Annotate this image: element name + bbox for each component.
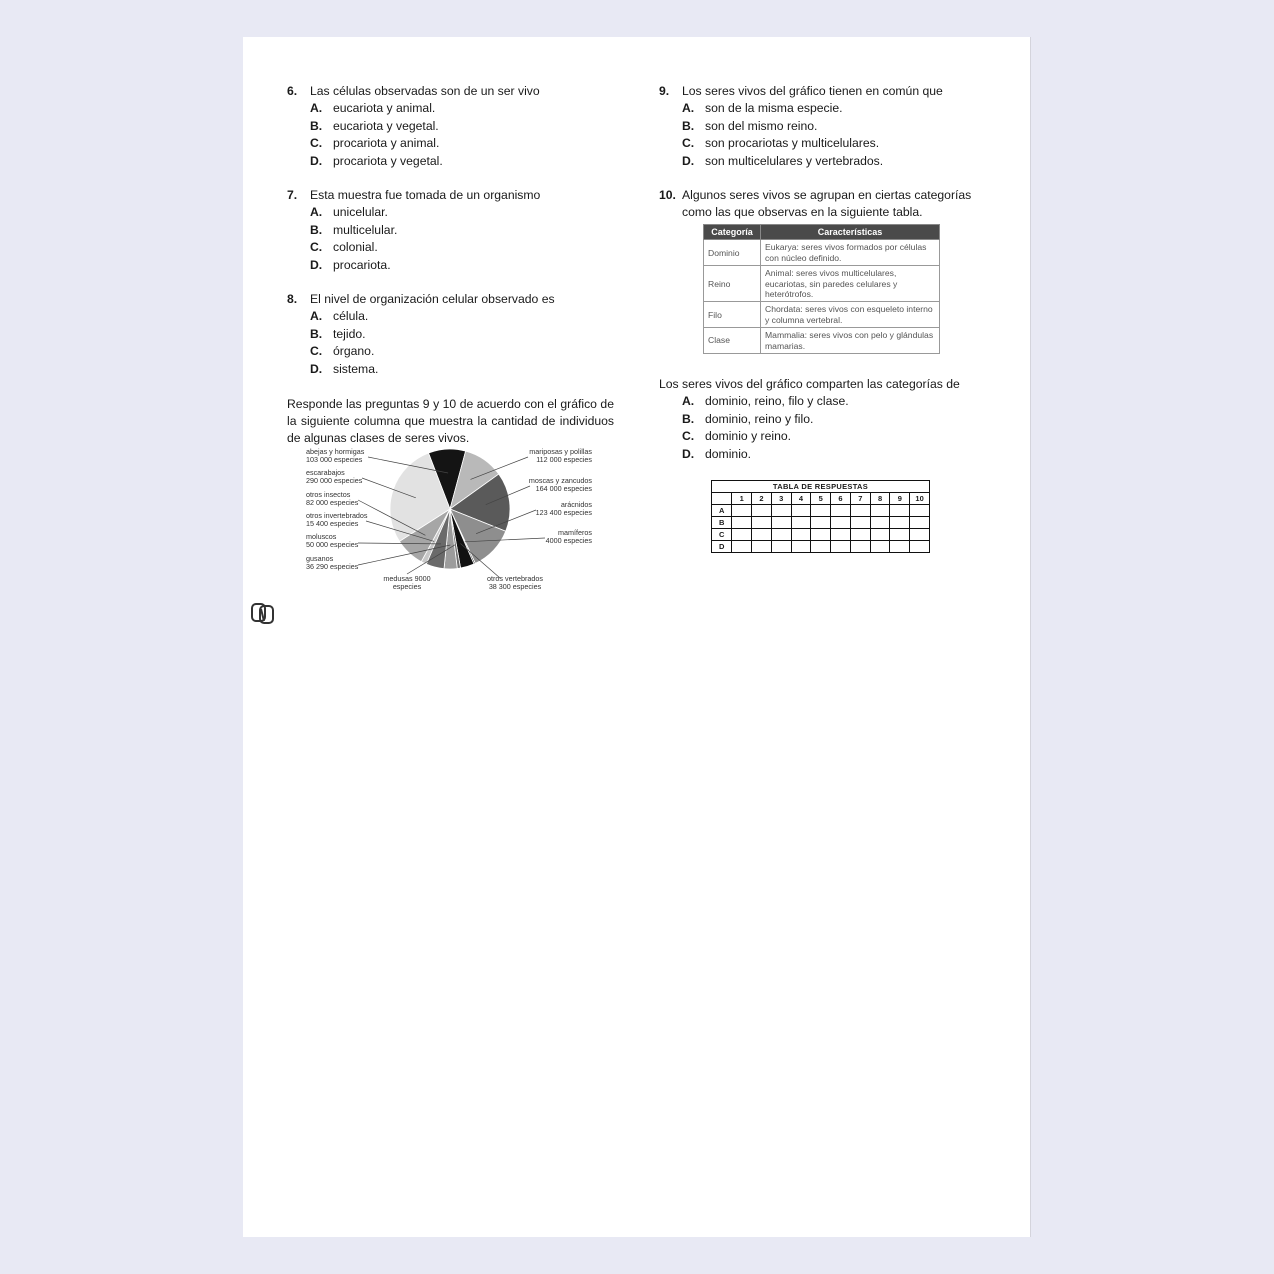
option-d[interactable]: D. sistema. bbox=[310, 361, 379, 376]
pie-slice-label: mariposas y polillas 112 000 especies bbox=[529, 447, 592, 465]
answer-cell[interactable] bbox=[732, 529, 752, 541]
question-column-header: 8 bbox=[870, 493, 890, 505]
option-b[interactable]: B. son del mismo reino. bbox=[682, 118, 818, 133]
answer-cell[interactable] bbox=[811, 517, 831, 529]
option-d[interactable]: D. son multicelulares y vertebrados. bbox=[682, 153, 884, 168]
header-category: Categoría bbox=[704, 225, 761, 240]
option-b[interactable]: B. tejido. bbox=[310, 326, 366, 341]
pie-slice-label: moscas y zancudos 164 000 especies bbox=[528, 476, 592, 494]
answer-cell[interactable] bbox=[732, 505, 752, 517]
question-follow-up: Los seres vivos del gráfico comparten las categorías de bbox=[659, 377, 960, 391]
option-b[interactable]: B. eucariota y vegetal. bbox=[310, 118, 439, 133]
option-d[interactable]: D. procariota. bbox=[310, 257, 391, 272]
option-a[interactable]: A. unicelular. bbox=[310, 205, 388, 220]
answer-cell[interactable] bbox=[831, 517, 851, 529]
answer-cell[interactable] bbox=[910, 529, 930, 541]
answer-cell[interactable] bbox=[831, 505, 851, 517]
answer-cell[interactable] bbox=[791, 541, 811, 553]
question-stem: Los seres vivos del gráfico tienen en común que bbox=[682, 84, 943, 98]
pie-slice-label: moluscos 50 000 especies bbox=[306, 532, 359, 550]
pie-slice-label: gusanos 36 290 especies bbox=[306, 554, 359, 572]
answer-cell[interactable] bbox=[732, 517, 752, 529]
answer-table bbox=[711, 480, 930, 553]
header-characteristics: Características bbox=[761, 225, 940, 240]
answer-cell[interactable] bbox=[752, 529, 772, 541]
option-d[interactable]: D. dominio. bbox=[682, 446, 752, 461]
option-a[interactable]: A. son de la misma especie. bbox=[682, 101, 843, 116]
answer-cell[interactable] bbox=[870, 517, 890, 529]
pie-slice-label: escarabajos 290 000 especies bbox=[306, 468, 363, 486]
answer-cell[interactable] bbox=[771, 529, 791, 541]
answer-row bbox=[712, 517, 930, 529]
table-row: Dominio Eukarya: seres vivos formados por células con núcleo definido. bbox=[704, 240, 940, 266]
instruction-paragraph: Responde las preguntas 9 y 10 de acuerdo con el gráfico de la siguiente columna que muestra la cantidad de individuos de algunas clases de seres vivos. bbox=[287, 397, 614, 445]
question-9 bbox=[659, 83, 943, 170]
answer-cell[interactable] bbox=[890, 505, 910, 517]
option-c[interactable]: C. órgano. bbox=[310, 344, 375, 359]
answer-cell[interactable] bbox=[870, 505, 890, 517]
answer-table-title: TABLA DE RESPUESTAS bbox=[712, 481, 930, 493]
answer-cell[interactable] bbox=[811, 529, 831, 541]
answer-row bbox=[712, 541, 930, 553]
answer-cell[interactable] bbox=[850, 541, 870, 553]
option-b[interactable]: B. multicelular. bbox=[310, 222, 398, 237]
answer-cell[interactable] bbox=[890, 529, 910, 541]
question-column-header: 3 bbox=[771, 493, 791, 505]
pie-slice-label: arácnidos 123 400 especies bbox=[535, 500, 592, 518]
question-10 bbox=[659, 187, 971, 222]
table-row: Clase Mammalia: seres vivos con pelo y glándulas mamarias. bbox=[704, 328, 940, 354]
question-6 bbox=[287, 83, 540, 170]
table-row: Reino Animal: seres vivos multicelulares, eucariotas, sin paredes celulares y heterótrofos. bbox=[704, 266, 940, 302]
answer-cell[interactable] bbox=[791, 517, 811, 529]
answer-row bbox=[712, 529, 930, 541]
answer-row-label: B bbox=[712, 517, 732, 529]
question-stem: Algunos seres vivos se agrupan en ciertas categorías bbox=[682, 188, 972, 202]
question-stem: Las células observadas son de un ser vivo bbox=[310, 84, 540, 98]
question-column-header: 7 bbox=[850, 493, 870, 505]
answer-cell[interactable] bbox=[752, 505, 772, 517]
pie-slice-label: otros insectos 82 000 especies bbox=[306, 490, 359, 508]
answer-row bbox=[712, 505, 930, 517]
answer-cell[interactable] bbox=[811, 541, 831, 553]
question-number: 10. bbox=[659, 188, 676, 202]
answer-cell[interactable] bbox=[910, 505, 930, 517]
answer-cell[interactable] bbox=[771, 541, 791, 553]
pie-slice-label: mamíferos 4000 especies bbox=[545, 528, 592, 546]
option-a[interactable]: A. dominio, reino, filo y clase. bbox=[682, 394, 849, 409]
question-column-header: 5 bbox=[811, 493, 831, 505]
question-number: 6. bbox=[287, 84, 298, 98]
answer-cell[interactable] bbox=[831, 541, 851, 553]
question-column-header: 1 bbox=[732, 493, 752, 505]
option-b[interactable]: B. dominio, reino y filo. bbox=[682, 411, 814, 426]
option-c[interactable]: C. dominio y reino. bbox=[682, 429, 792, 444]
answer-cell[interactable] bbox=[771, 517, 791, 529]
answer-cell[interactable] bbox=[771, 505, 791, 517]
question-number: 7. bbox=[287, 188, 298, 202]
answer-cell[interactable] bbox=[850, 517, 870, 529]
answer-cell[interactable] bbox=[870, 541, 890, 553]
question-stem-continued: como las que observas en la siguiente tabla. bbox=[682, 205, 923, 220]
question-column-header: 4 bbox=[791, 493, 811, 505]
corner-cell bbox=[712, 493, 732, 505]
answer-cell[interactable] bbox=[752, 541, 772, 553]
answer-cell[interactable] bbox=[752, 517, 772, 529]
option-a[interactable]: A. eucariota y animal. bbox=[310, 101, 436, 116]
answer-row-label: D bbox=[712, 541, 732, 553]
answer-cell[interactable] bbox=[910, 541, 930, 553]
question-stem: El nivel de organización celular observado es bbox=[310, 292, 555, 306]
answer-cell[interactable] bbox=[811, 505, 831, 517]
option-c[interactable]: C. son procariotas y multicelulares. bbox=[682, 136, 880, 151]
pie-slice-label: otros vertebrados 38 300 especies bbox=[487, 574, 543, 592]
option-c[interactable]: C. procariota y animal. bbox=[310, 136, 440, 151]
question-column-header: 2 bbox=[752, 493, 772, 505]
answer-cell[interactable] bbox=[791, 505, 811, 517]
answer-cell[interactable] bbox=[890, 517, 910, 529]
pie-slice-label: otros invertebrados 15 400 especies bbox=[306, 511, 368, 529]
answer-row-label: A bbox=[712, 505, 732, 517]
answer-header-row bbox=[712, 493, 930, 505]
copilot-widget-icon[interactable] bbox=[250, 600, 276, 626]
answer-cell[interactable] bbox=[850, 529, 870, 541]
answer-cell[interactable] bbox=[870, 529, 890, 541]
option-a[interactable]: A. célula. bbox=[310, 309, 369, 324]
question-column-header: 9 bbox=[890, 493, 910, 505]
option-d[interactable]: D. procariota y vegetal. bbox=[310, 153, 443, 168]
question-column-header: 6 bbox=[831, 493, 851, 505]
pie-slice-label: medusas 9000 especies bbox=[383, 574, 431, 592]
category-table bbox=[703, 224, 940, 354]
answer-cell[interactable] bbox=[791, 529, 811, 541]
question-stem: Esta muestra fue tomada de un organismo bbox=[310, 188, 541, 202]
answer-cell[interactable] bbox=[850, 505, 870, 517]
question-column-header: 10 bbox=[910, 493, 930, 505]
answer-cell[interactable] bbox=[910, 517, 930, 529]
question-8 bbox=[287, 291, 555, 378]
question-10-options bbox=[659, 376, 960, 463]
answer-cell[interactable] bbox=[732, 541, 752, 553]
question-number: 9. bbox=[659, 84, 670, 98]
answer-cell[interactable] bbox=[890, 541, 910, 553]
option-c[interactable]: C. colonial. bbox=[310, 240, 378, 255]
answer-row-label: C bbox=[712, 529, 732, 541]
pie-slice-label: abejas y hormigas 103 000 especies bbox=[306, 447, 365, 465]
table-row: Filo Chordata: seres vivos con esqueleto interno y columna vertebral. bbox=[704, 302, 940, 328]
question-number: 8. bbox=[287, 292, 298, 306]
question-7 bbox=[287, 187, 540, 274]
answer-cell[interactable] bbox=[831, 529, 851, 541]
